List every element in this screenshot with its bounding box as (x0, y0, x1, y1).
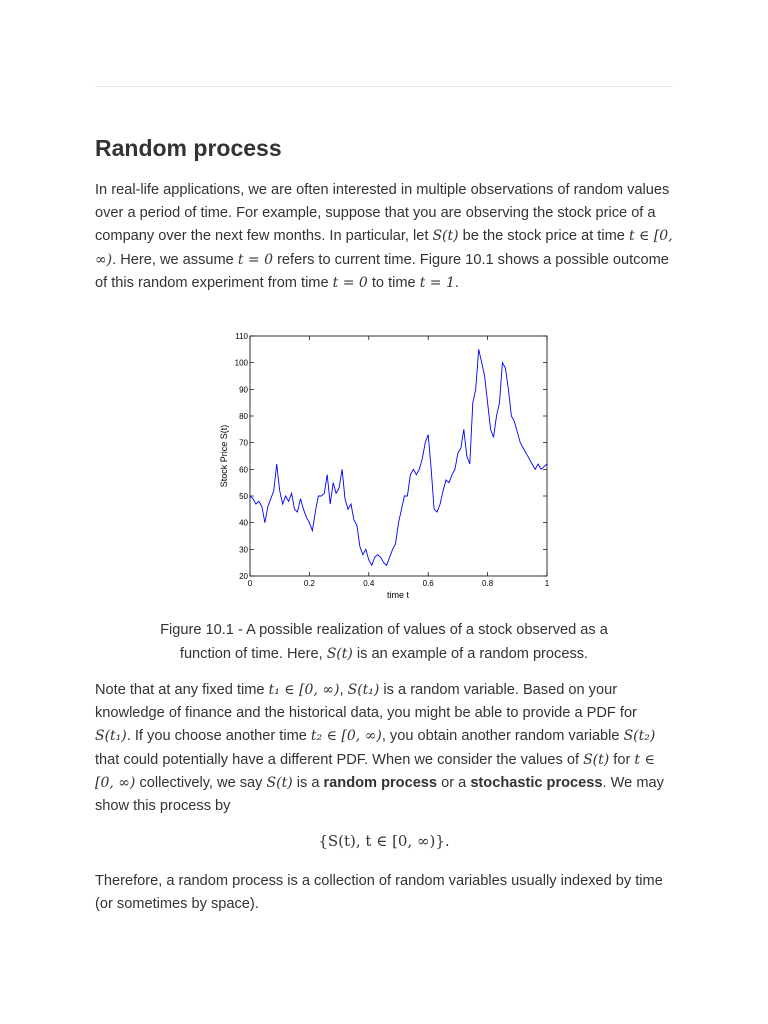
math-S-t: S(t) (432, 228, 459, 245)
math-t-zero: t = 0 (332, 274, 368, 291)
x-tick-label: 0.2 (303, 579, 315, 588)
math-S-t2: S(t₂) (623, 728, 656, 745)
x-axis-label: time t (386, 590, 410, 600)
y-tick-label: 40 (239, 518, 248, 528)
term-random-process: random process (323, 774, 438, 791)
math-t-in-range: t ∈ [0, ∞) (95, 751, 655, 791)
x-tick-label: 0.4 (363, 579, 375, 588)
math-S-t1: S(t₁) (95, 728, 127, 745)
math-S-t: S(t) (326, 645, 353, 662)
paragraph-random-variable: Note that at any fixed time t₁ ∈ [0, ∞), S(t₁) is a random variable. Based on your knowledge of finance and the historical data, you might be able to provide a PDF for S(t₁). If you choose another time t₂ ∈ [0, ∞), you obtain another random variable S(t₂) that could potentially have a different PDF. When we consider the values of S(t) for t ∈ [0, ∞) collectively, we say S(t) is a random process or a stochastic process. We may show this process by (95, 682, 664, 815)
figure-caption (95, 619, 673, 666)
caption-line-1: Figure 10.1 - A possible realization of values of a stock observed as a (160, 622, 608, 638)
x-tick-label: 0.8 (482, 579, 494, 588)
section-title: Random process (95, 135, 282, 161)
math-t-one: t = 1 (419, 274, 455, 291)
y-tick-label: 30 (239, 545, 248, 555)
figure-10-1 (210, 326, 560, 602)
y-tick-label: 50 (239, 492, 248, 501)
math-t2-in-range: t₂ ∈ [0, ∞) (310, 728, 382, 745)
y-tick-label: 80 (239, 412, 248, 421)
y-tick-label: 110 (235, 332, 248, 341)
term-stochastic-process: stochastic process (470, 774, 603, 791)
math-t-in-range: t ∈ [0, ∞) (95, 228, 673, 268)
stock-price-chart (210, 326, 560, 602)
y-tick-label: 100 (234, 358, 248, 368)
display-equation: {S(t), t ∈ [0, ∞)}. (318, 832, 450, 850)
math-t-zero: t = 0 (237, 251, 274, 268)
math-t1-in-range: t₁ ∈ [0, ∞) (268, 682, 340, 698)
top-divider (95, 86, 673, 87)
x-tick-label: 0.6 (422, 579, 434, 588)
plot-area (250, 336, 547, 576)
y-tick-label: 60 (239, 465, 248, 475)
paragraph-conclusion: Therefore, a random process is a collection of random variables usually indexed by time (or sometimes by space). (95, 873, 663, 913)
y-tick-label: 90 (239, 385, 248, 395)
caption-line-2: function of time. Here, S(t) is an example of a random process. (179, 645, 589, 662)
x-tick-label: 0 (247, 579, 253, 588)
math-S-t: S(t) (583, 751, 610, 768)
x-tick-label: 1 (544, 579, 550, 588)
math-S-t1: S(t₁) (347, 682, 380, 698)
math-S-t: S(t) (266, 774, 293, 791)
y-tick-label: 70 (239, 438, 248, 448)
y-axis-label: Stock Price S(t) (219, 424, 229, 488)
y-tick-label: 20 (239, 572, 248, 581)
intro-paragraph: In real-life applications, we are often interested in multiple observations of random values over a period of time. For example, suppose that you are observing the stock price of a company over the next few months. In particular, let S(t) be the stock price at time t ∈ [0, ∞). Here, we assume t = 0 refers to current time. Figure 10.1 shows a possible outcome of this random experiment from time t = 0 to time t = 1. (95, 182, 673, 291)
